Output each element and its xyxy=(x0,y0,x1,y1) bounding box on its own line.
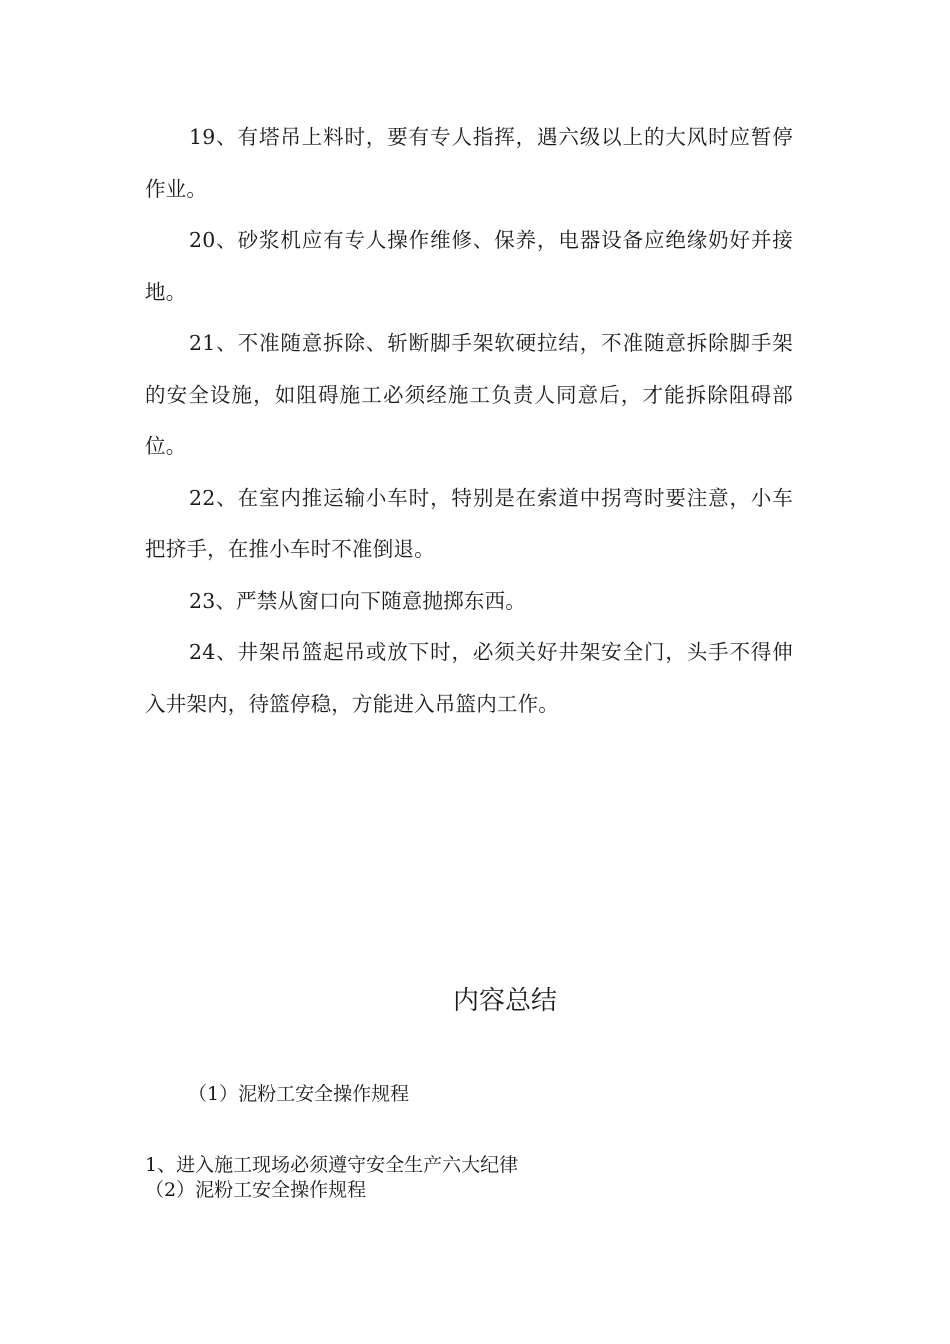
summary-item-1: （1）泥粉工安全操作规程 xyxy=(188,1083,410,1105)
rule-19: 19、有塔吊上料时，要有专人指挥，遇六级以上的大风时应暂停作业。 xyxy=(145,125,793,201)
summary-item-3: （2）泥粉工安全操作规程 xyxy=(145,1179,367,1201)
safety-rules-list xyxy=(145,112,793,730)
summary-item-2: 1、进入施工现场必须遵守安全生产六大纪律 xyxy=(145,1154,519,1176)
rule-22: 22、在室内推运输小车时，特别是在索道中拐弯时要注意，小车把挤手，在推小车时不准倒退。 xyxy=(145,485,793,561)
rule-23: 23、严禁从窗口向下随意抛掷东西。 xyxy=(189,588,526,613)
rule-20: 20、砂浆机应有专人操作维修、保养，电器设备应绝缘奶好并接地。 xyxy=(145,228,793,304)
rule-21: 21、不准随意拆除、斩断脚手架软硬拉结，不准随意拆除脚手架的安全设施，如阻碍施工必须经施工负责人同意后，才能拆除阻碍部位。 xyxy=(145,331,793,458)
rule-24: 24、井架吊篮起吊或放下时，必须关好井架安全门，头手不得伸入井架内，待篮停稳，方能进入吊篮内工作。 xyxy=(145,640,793,716)
summary-title: 内容总结 xyxy=(452,986,557,1016)
